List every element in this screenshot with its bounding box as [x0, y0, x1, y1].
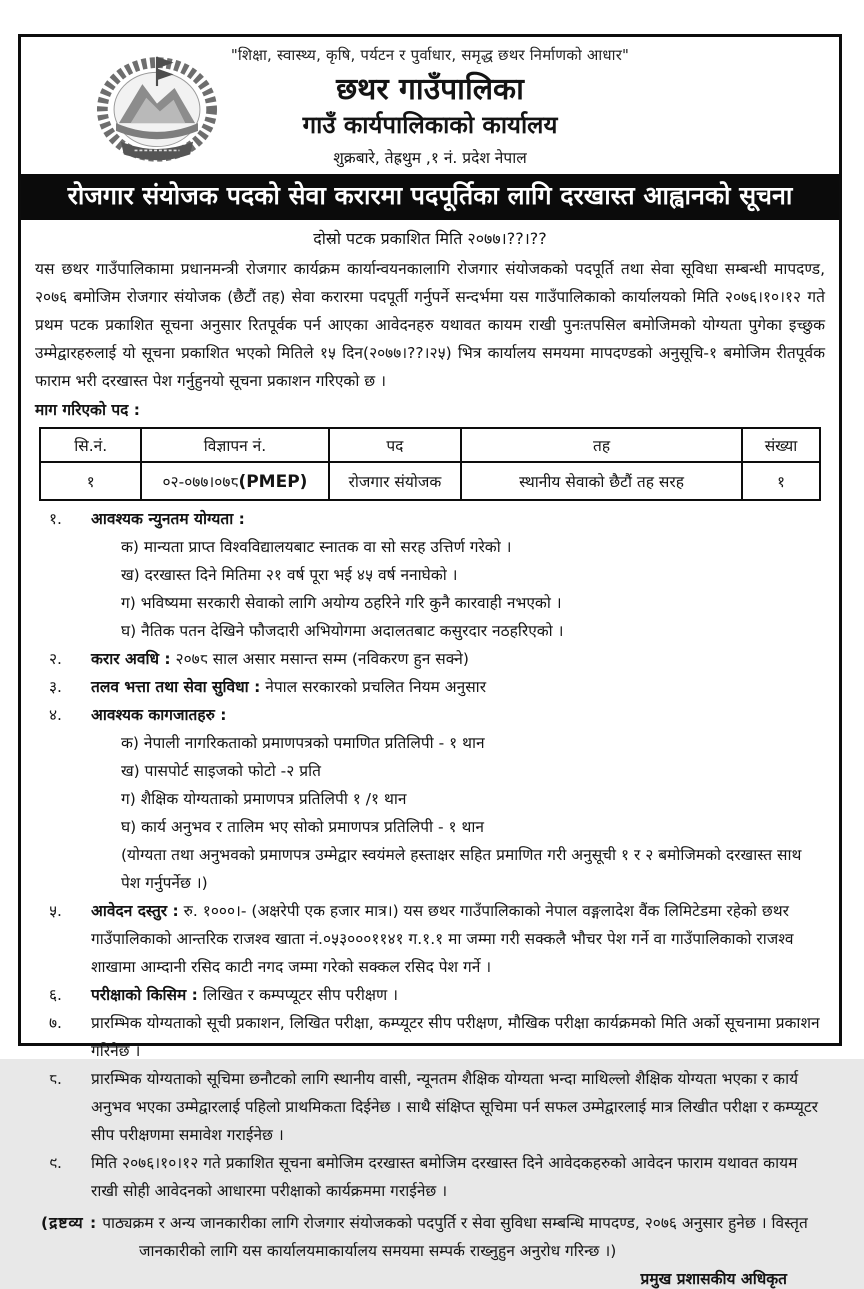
clause-text: तलव भत्ता तथा सेवा सुविधा : नेपाल सरकारको प्रचलित नियम अनुसार	[91, 678, 487, 697]
clause-list	[35, 505, 825, 1205]
clause-subitems	[121, 533, 821, 645]
notice-title-banner: रोजगार संयोजक पदको सेवा करारमा पदपूर्तिका लागि दरखास्त आह्वानको सूचना	[21, 174, 839, 220]
clause-subitem: क) नेपाली नागरिकताको प्रमाणपत्रको पमाणित प्रतिलिपी - १ थान	[121, 734, 485, 753]
clause-subitem: घ) कार्य अनुभव र तालिम भए सोको प्रमाणपत्र प्रतिलिपी - १ थान	[121, 818, 484, 837]
demanded-post-label: माग गरिएको पद :	[35, 401, 141, 420]
clause-number: २.	[49, 650, 62, 669]
clause-text: आवेदन दस्तुर : रु. १०००।- (अक्षरेपी एक हजार मात्र।) यस छथर गाउँपालिकाको नेपाल वङ्गलादेश वैंक लिमिटेडमा रहेको छथर गाउँपालिकाको आन्तरिक राजश्व खाता नं.०५३०००११४१ ग.१.१ मा जम्मा गरी सक्कलै भौचर पेश गर्ने वा गाउँपालिकाको राजश्व शाखामा आम्दानी रसिद काटी नगद जम्मा गरेको सक्कल रसिद पेश गर्ने ।	[91, 902, 794, 977]
clause-number: ३.	[49, 678, 62, 697]
footnote	[35, 1209, 825, 1265]
clause-text	[91, 701, 821, 729]
signature-title: प्रमुख प्रशासकीय अधिकृत	[640, 1270, 787, 1289]
clause-item	[35, 1065, 825, 1149]
table-cell: ०२-०७७।०७८(PMEP)	[141, 462, 328, 500]
advert-code-latin: (PMEP)	[238, 472, 308, 493]
table-cell: १	[742, 462, 820, 500]
clause-body	[91, 981, 825, 1009]
clause-body	[91, 701, 825, 897]
footnote-text-body: पाठ्यक्रम र अन्य जानकारीका लागि रोजगार संयोजकको पदपुर्ति र सेवा सुविधा सम्बन्धि मापदण्ड, २०७६ अनुसार हुनेछ । विस्तृत जानकारीको लागि यस कार्यालयमाकार्यालय समयमा सम्पर्क राख्नुहुन अनुरोध गरिन्छ ।)	[102, 1214, 808, 1261]
clause-text	[91, 505, 821, 533]
table-header-cell: पद	[329, 428, 462, 462]
clause-subitem: ग) शैक्षिक योग्यताको प्रमाणपत्र प्रतिलिपी १ /१ थान	[121, 790, 407, 809]
clause-text: परीक्षाको किसिम : लिखित र कम्पप्यूटर सीप परीक्षण ।	[91, 986, 398, 1005]
nepal-government-emblem-logo	[83, 47, 231, 169]
clause-text: प्रारम्भिक योग्यताको सूचिमा छनौटको लागि स्थानीय वासी, न्यूनतम शैक्षिक योग्यता भन्दा माथिल्लो शैक्षिक योग्यता भएका र कार्य अनुभव भएका उम्मेद्वारलाई पहिलो प्राथमिकता दिईनेछ । साथै संक्षिप्त सूचिमा पर्न सफल उम्मेद्वारलाई मात्र लिखीत परीक्षा र कम्प्यूटर सीप परीक्षणमा समावेश गराईनेछ ।	[91, 1070, 818, 1145]
clause-number: ६.	[49, 986, 62, 1005]
footnote-lead: (द्रष्टव्य :	[41, 1214, 98, 1233]
clause-item	[35, 1149, 825, 1205]
clause-item	[35, 701, 825, 897]
office-address: शुक्रबारे, तेह्रथुम ,१ नं. प्रदेश नेपाल	[333, 149, 527, 168]
table-header-cell: संख्या	[742, 428, 820, 462]
clause-body	[91, 505, 825, 645]
clause-lead: तलव भत्ता तथा सेवा सुविधा :	[91, 678, 261, 697]
letterhead	[21, 37, 839, 174]
clause-number: ९.	[49, 1154, 62, 1173]
clause-number: ७.	[49, 1014, 62, 1033]
clause-lead: आवश्यक न्युनतम योग्यता :	[91, 510, 245, 529]
clause-lead: परीक्षाको किसिम :	[91, 986, 198, 1005]
clause-text: करार अवधि : २०७८ साल असार मसान्त सम्म (नविकरण हुन सक्ने)	[91, 650, 469, 669]
clause-number: ८.	[49, 1070, 62, 1089]
clause-subitem: क) मान्यता प्राप्त विश्वविद्यालयबाट स्नातक वा सो सरह उत्तिर्ण गरेको ।	[121, 538, 512, 557]
clause-subitem: ख) पासपोर्ट साइजको फोटो -२ प्रति	[121, 762, 321, 781]
clause-item	[35, 1009, 825, 1065]
table-header-row	[40, 428, 820, 462]
table-header-cell: विज्ञापन नं.	[141, 428, 328, 462]
published-date-line: दोस्रो पटक प्रकाशित मिति २०७७।??।??	[313, 229, 547, 249]
table-header-cell: तह	[461, 428, 742, 462]
clause-number: ५.	[49, 902, 62, 921]
clause-subitem: (योग्यता तथा अनुभवको प्रमाणपत्र उम्मेद्वार स्वयंमले हस्ताक्षर सहित प्रमाणित गरी अनुसूची १ र २ बमोजिमको दरखास्त साथ पेश गर्नुपर्नेछ ।)	[121, 846, 802, 893]
clause-lead: करार अवधि :	[91, 650, 171, 669]
document-border-frame	[18, 34, 842, 1289]
clause-text: प्रारम्भिक योग्यताको सूची प्रकाशन, लिखित परीक्षा, कम्प्यूटर सीप परीक्षण, मौखिक परीक्षा कार्यक्रमको मिति अर्को सूचनामा प्रकाशन गरिनेछ ।	[91, 1014, 820, 1061]
municipality-name: छथर गाउँपालिका	[336, 72, 524, 107]
clause-item	[35, 673, 825, 701]
clause-body	[91, 645, 825, 673]
clause-subitem: ग) भविष्यमा सरकारी सेवाको लागि अयोग्य ठहरिने गरि कुनै कारवाही नभएको ।	[121, 594, 562, 613]
intro-paragraph: यस छथर गाउँपालिकामा प्रधानमन्त्री रोजगार कार्यक्रम कार्यान्वयनकालागि रोजगार संयोजकको पदपूर्ति तथा सेवा सूविधा सम्बन्धी मापदण्ड, २०७६ बमोजिम रोजगार संयोजक (छैटौं तह) सेवा करारमा पदपूर्ती गर्नुपर्ने सन्दर्भमा यस गाउँपालिकाको कार्यालयको मिति २०७६।१०।१२ गते प्रथम पटक प्रकाशित सूचना अनुसार रितपूर्वक पर्न आएका आवेदनहरु यथावत कायम राखी पुनःतपसिल बमोजिमको योग्यता पुगेका इच्छुक उम्मेद्वारहरुलाई यो सूचना प्रकाशित भएको मितिले १५ दिन(२०७७।??।२५) भित्र कार्यालय समयमा मापदण्डको अनुसूचि-१ बमोजिम रीतपूर्वक फाराम भरी दरखास्त पेश गर्नुहुनयो सूचना प्रकाशन गरिएको छ ।	[35, 260, 825, 391]
clause-item	[35, 505, 825, 645]
position-table	[39, 427, 821, 501]
clause-subitem: घ) नैतिक पतन देखिने फौजदारी अभियोगमा अदालतबाट कसुरदार नठहरिएको ।	[121, 622, 564, 641]
clause-text: मिति २०७६।१०।१२ गते प्रकाशित सूचना बमोजिम दरखास्त बमोजिम दरखास्त दिने आवेदकहरुको आवेदन फाराम यथावत कायम राखी सोही आवेदनको आधारमा परीक्षाको कार्यक्रममा गराईनेछ ।	[91, 1154, 798, 1201]
clause-body	[91, 897, 825, 981]
clause-subitems	[121, 729, 821, 897]
notice-body	[21, 220, 839, 1289]
table-cell: १	[40, 462, 141, 500]
clause-body	[91, 1065, 825, 1149]
clause-number: १.	[49, 510, 62, 529]
table-header-cell: सि.नं.	[40, 428, 141, 462]
clause-body	[91, 1149, 825, 1205]
table-cell: रोजगार संयोजक	[329, 462, 462, 500]
clause-lead: आवश्यक कागजातहरु :	[91, 706, 227, 725]
clause-lead: आवेदन दस्तुर :	[91, 902, 179, 921]
clause-body	[91, 673, 825, 701]
table-cell: स्थानीय सेवाको छैटौं तह सरह	[461, 462, 742, 500]
office-name: गाउँ कार्यपालिकाको कार्यालय	[302, 110, 558, 139]
letterhead-motto: "शिक्षा, स्वास्थ्य, कृषि, पर्यटन र पुर्वाधार, समृद्ध छथर निर्माणको आधार"	[230, 46, 630, 64]
clause-subitem: ख) दरखास्त दिने मितिमा २१ वर्ष पूरा भई ४५ वर्ष ननाघेको ।	[121, 566, 458, 585]
clause-item	[35, 897, 825, 981]
clause-body	[91, 1009, 825, 1065]
table-data-row	[40, 462, 820, 500]
clause-item	[35, 981, 825, 1009]
clause-item	[35, 645, 825, 673]
clause-number: ४.	[49, 706, 62, 725]
